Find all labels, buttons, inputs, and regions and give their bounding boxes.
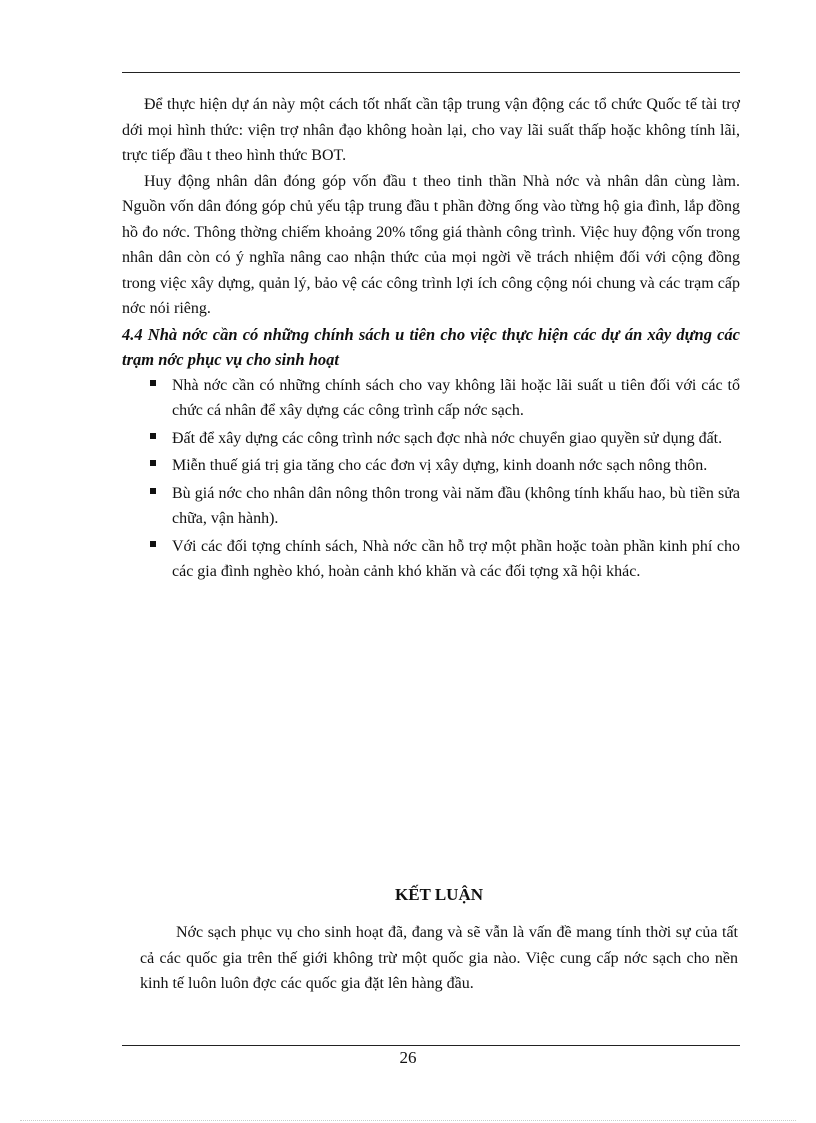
paragraph-public-contribution: Huy động nhân dân đóng góp vốn đầu t theo tinh thần Nhà nớc và nhân dân cùng làm. Nguồn vốn dân đóng góp chủ yếu tập trung đầu t phần đờng ống vào từng hộ gia đình, lắp đồng hồ đo nớc. Thông thờng chiếm khoảng 20% tổng giá thành công trình. Việc huy động vốn trong nhân dân còn có ý nghĩa nâng cao nhận thức của mọi ngời về trách nhiệm đối với cộng đồng trong việc xây dựng, quản lý, bảo vệ các công trình lợi ích công cộng nói chung và các trạm cấp nớc nói riêng.	[122, 172, 740, 317]
conclusion-section	[140, 882, 738, 997]
list-item	[122, 481, 740, 532]
list-item	[122, 534, 740, 585]
list-item-text: Nhà nớc cần có những chính sách cho vay không lãi hoặc lãi suất u tiên đối với các tổ chức cá nhân để xây dựng các công trình cấp nớc sạch.	[172, 376, 740, 419]
section-heading: 4.4 Nhà nớc cần có những chính sách u tiên cho việc thực hiện các dự án xây dựng các trạm nớc phục vụ cho sinh hoạt	[122, 324, 740, 369]
list-item-text: Đất để xây dựng các công trình nớc sạch đợc nhà nớc chuyển giao quyền sử dụng đất.	[172, 429, 723, 447]
square-bullet-icon	[150, 541, 156, 547]
square-bullet-icon	[150, 380, 156, 386]
list-item	[122, 373, 740, 424]
list-item	[122, 426, 740, 452]
page-number: 26	[399, 1048, 417, 1067]
square-bullet-icon	[150, 488, 156, 494]
list-item-text: Miễn thuế giá trị gia tăng cho các đơn vị xây dựng, kinh doanh nớc sạch nông thôn.	[172, 457, 708, 474]
list-item-text: Bù giá nớc cho nhân dân nông thôn trong vài năm đầu (không tính khấu hao, bù tiền sửa chữa, vận hành).	[172, 484, 740, 527]
list-item	[122, 453, 740, 479]
list-item-text: Với các đối tợng chính sách, Nhà nớc cần hỗ trợ một phần hoặc toàn phần kinh phí cho các gia đình nghèo khó, hoàn cảnh khó khăn và các đối tợng xã hội khác.	[172, 537, 740, 580]
page-body	[122, 92, 740, 587]
square-bullet-icon	[150, 460, 156, 466]
conclusion-title: KẾT LUẬN	[394, 885, 483, 904]
page-edge-divider	[20, 1120, 796, 1121]
policy-list	[122, 373, 740, 585]
conclusion-paragraph: Nớc sạch phục vụ cho sinh hoạt đã, đang và sẽ vẫn là vấn đề mang tính thời sự của tất cả các quốc gia trên thế giới không trừ một quốc gia nào. Việc cung cấp nớc sạch cho nền kinh tế luôn luôn đợc các quốc gia đặt lên hàng đầu.	[140, 924, 738, 992]
paragraph-international-aid: Để thực hiện dự án này một cách tốt nhất cần tập trung vận động các tổ chức Quốc tế tài trợ dới mọi hình thức: viện trợ nhân đạo không hoàn lại, cho vay lãi suất thấp hoặc không tính lãi, trực tiếp đầu t theo hình thức BOT.	[122, 96, 740, 164]
header-rule	[122, 72, 740, 73]
square-bullet-icon	[150, 433, 156, 439]
footer-rule	[122, 1045, 740, 1046]
